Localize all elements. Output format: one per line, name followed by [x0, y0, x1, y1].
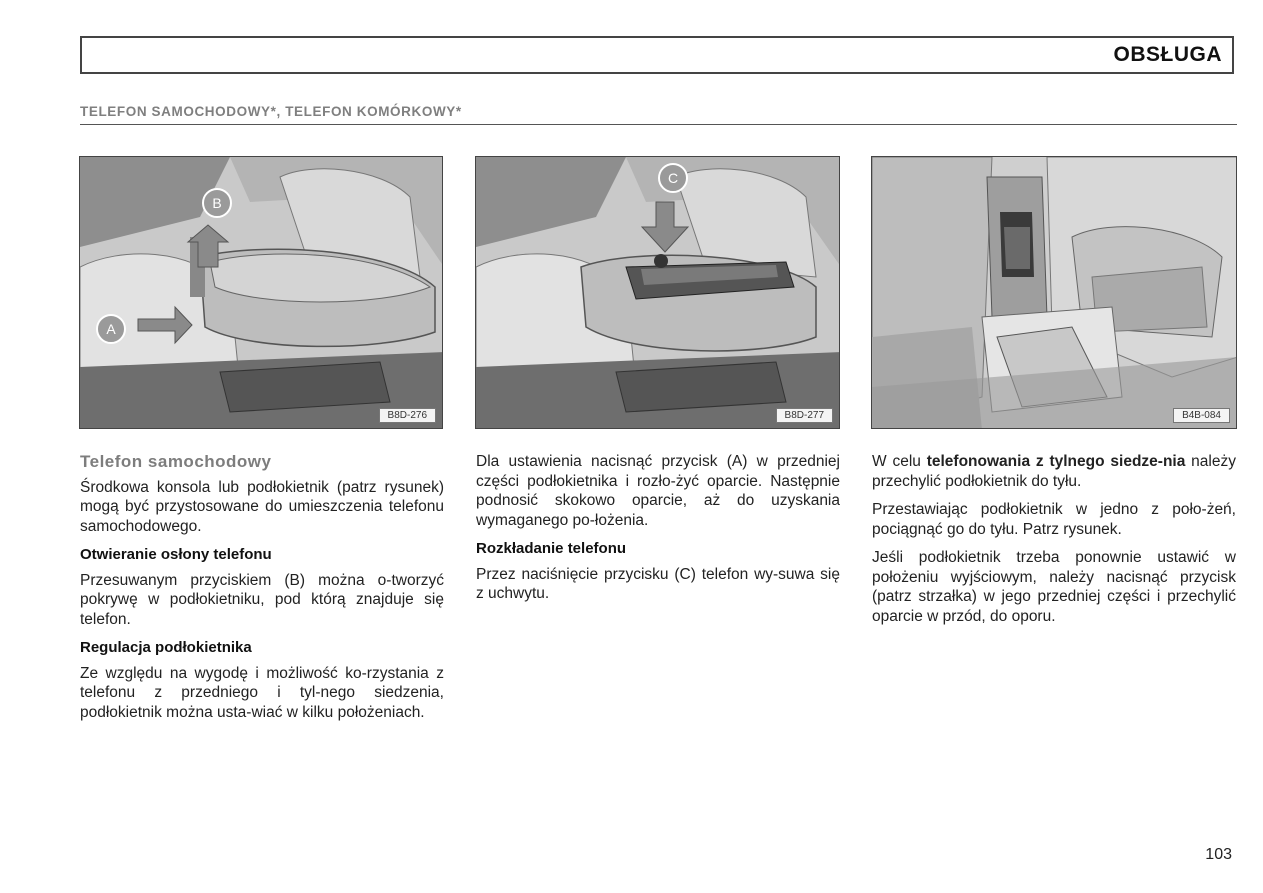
figure-code: B4B-084 — [1173, 408, 1230, 423]
paragraph: Dla ustawienia nacisnąć przycisk (A) w przedniej części podłokietnika i rozło-żyć oparcie. Następnie podnosić skokowo oparcie, aż do uzyskania wymaganego po-łożenia. — [476, 453, 840, 529]
column-heading: Telefon samochodowy — [80, 452, 272, 471]
figure-code: B8D-277 — [776, 408, 833, 423]
armrest-illustration-2 — [476, 157, 840, 429]
subheading: Otwieranie osłony telefonu — [80, 546, 272, 563]
section-heading: TELEFON SAMOCHODOWY*, TELEFON KOMÓRKOWY* — [80, 104, 462, 119]
callout-a: A — [106, 321, 116, 337]
callout-c: C — [667, 170, 679, 186]
figure-phone-holder — [475, 156, 840, 429]
figure-code: B8D-276 — [379, 408, 436, 423]
paragraph: Przestawiając podłokietnik w jedno z poło-żeń, pociągnąć go do tyłu. Patrz rysunek. — [872, 501, 1236, 538]
paragraph: Przez naciśnięcie przycisku (C) telefon wy-suwa się z uchwytu. — [476, 565, 840, 602]
callout-b: B — [212, 195, 222, 211]
figure-armrest-buttons — [79, 156, 443, 429]
text-run: W celu — [872, 453, 927, 470]
text-column-2 — [476, 452, 840, 613]
page-header-title: OBSŁUGA — [1113, 43, 1222, 66]
header-box — [80, 36, 1234, 74]
rear-seat-illustration — [872, 157, 1237, 429]
paragraph: Ze względu na wygodę i możliwość ko-rzystania z telefonu z przedniego i tyl-nego siedzenia, podłokietnik można usta-wiać w kilku położeniach. — [80, 664, 444, 721]
text-run: należy przechylić podłokietnik do tyłu. — [872, 453, 1236, 490]
figure-rear-seat — [871, 156, 1237, 429]
subheading: Rozkładanie telefonu — [476, 540, 627, 557]
text-column-3 — [872, 452, 1236, 635]
armrest-illustration-1 — [80, 157, 443, 429]
bold-text: telefonowania z tylnego siedze-nia — [926, 453, 1186, 470]
subheading: Regulacja podłokietnika — [80, 639, 252, 656]
paragraph — [872, 452, 1236, 491]
paragraph: Środkowa konsola lub podłokietnik (patrz rysunek) mogą być przystosowane do umieszczenia telefonu samochodowego. — [80, 478, 444, 535]
paragraph: Przesuwanym przyciskiem (B) można o-tworzyć pokrywę w podłokietniku, pod którą znajduje się telefon. — [80, 571, 444, 628]
text-column-1 — [80, 452, 444, 731]
paragraph: Jeśli podłokietnik trzeba ponownie ustawić w położeniu wyjściowym, należy nacisnąć przycisk (patrz strzałka) w jego przedniej części i przechylić oparcie w przód, do oporu. — [872, 549, 1236, 625]
page-number: 103 — [1205, 846, 1232, 863]
section-divider — [80, 124, 1237, 125]
